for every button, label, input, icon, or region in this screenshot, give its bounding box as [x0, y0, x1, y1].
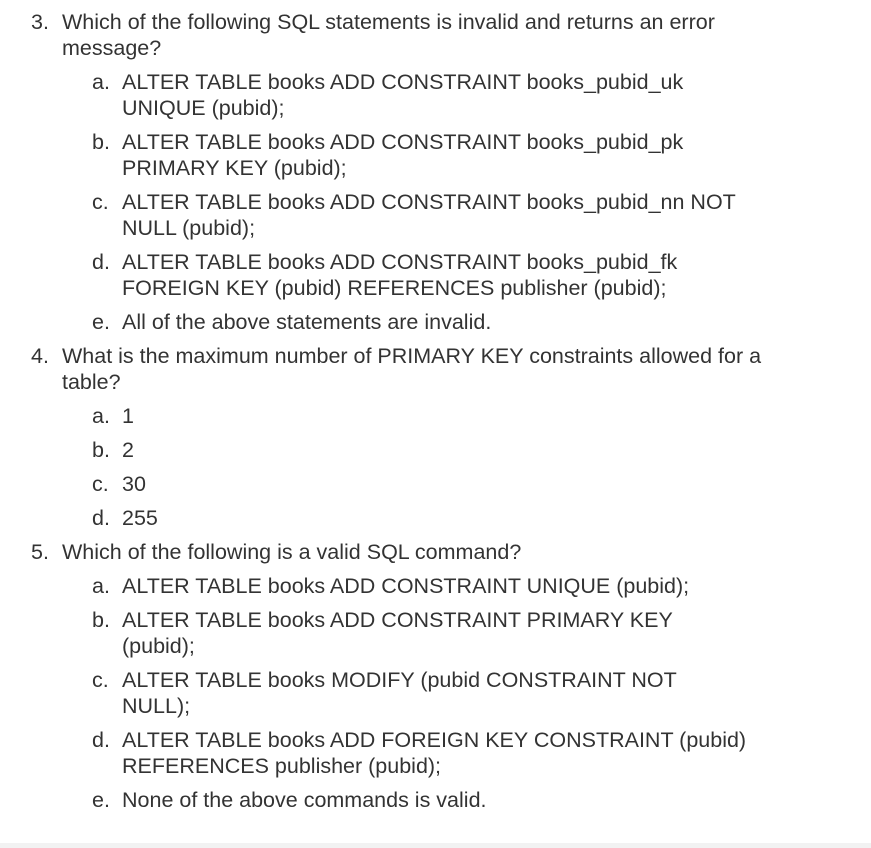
question-list [0, 9, 871, 821]
option-letter: b. [92, 438, 110, 462]
option-text: ALTER TABLE books ADD CONSTRAINT books_pubid_pk PRIMARY KEY (pubid); [122, 130, 684, 180]
option-text: 30 [122, 472, 146, 496]
question-text: Which of the following is a valid SQL command? [62, 540, 522, 564]
question-5 [0, 539, 782, 813]
option-text: ALTER TABLE books ADD CONSTRAINT books_pubid_nn NOT NULL (pubid); [122, 190, 736, 240]
option-text: ALTER TABLE books MODIFY (pubid CONSTRAINT NOT NULL); [122, 668, 677, 718]
option-letter: c. [92, 190, 109, 214]
option-letter: d. [92, 506, 110, 530]
option-text: ALTER TABLE books ADD CONSTRAINT books_pubid_uk UNIQUE (pubid); [122, 70, 684, 120]
option-text: All of the above statements are invalid. [122, 310, 492, 334]
option-4b [62, 437, 782, 463]
option-5b [62, 607, 712, 659]
bottom-divider [0, 843, 871, 848]
option-letter: e. [92, 788, 110, 812]
option-4d [62, 505, 782, 531]
option-3a [62, 69, 742, 121]
question-text: Which of the following SQL statements is invalid and returns an error message? [62, 10, 715, 60]
option-text: ALTER TABLE books ADD CONSTRAINT UNIQUE (pubid); [122, 574, 690, 598]
option-text: 255 [122, 506, 158, 530]
option-text: None of the above commands is valid. [122, 788, 487, 812]
option-3e [62, 309, 742, 335]
option-letter: a. [92, 70, 110, 94]
option-4c [62, 471, 782, 497]
question-number: 4. [31, 344, 49, 368]
option-text: ALTER TABLE books ADD FOREIGN KEY CONSTRAINT (pubid) REFERENCES publisher (pubid); [122, 728, 747, 778]
option-letter: b. [92, 608, 110, 632]
option-letter: d. [92, 250, 110, 274]
question-number: 5. [31, 540, 49, 564]
option-list [62, 403, 782, 531]
option-3d [62, 249, 742, 301]
option-list [62, 69, 742, 335]
option-list [62, 573, 782, 813]
question-text: What is the maximum number of PRIMARY KEY constraints allowed for a table? [62, 344, 762, 394]
option-3c [62, 189, 742, 241]
option-letter: c. [92, 668, 109, 692]
option-text: 2 [122, 438, 134, 462]
option-5e [62, 787, 782, 813]
option-3b [62, 129, 742, 181]
question-3 [0, 9, 782, 335]
option-4a [62, 403, 782, 429]
question-number: 3. [31, 10, 49, 34]
option-letter: a. [92, 574, 110, 598]
question-4 [0, 343, 782, 531]
option-letter: e. [92, 310, 110, 334]
option-letter: c. [92, 472, 109, 496]
option-5d [62, 727, 782, 779]
option-5c [62, 667, 712, 719]
option-letter: a. [92, 404, 110, 428]
option-text: ALTER TABLE books ADD CONSTRAINT books_pubid_fk FOREIGN KEY (pubid) REFERENCES publisher (pubid); [122, 250, 678, 300]
option-letter: b. [92, 130, 110, 154]
option-text: ALTER TABLE books ADD CONSTRAINT PRIMARY KEY (pubid); [122, 608, 673, 658]
option-text: 1 [122, 404, 134, 428]
option-5a [62, 573, 782, 599]
option-letter: d. [92, 728, 110, 752]
